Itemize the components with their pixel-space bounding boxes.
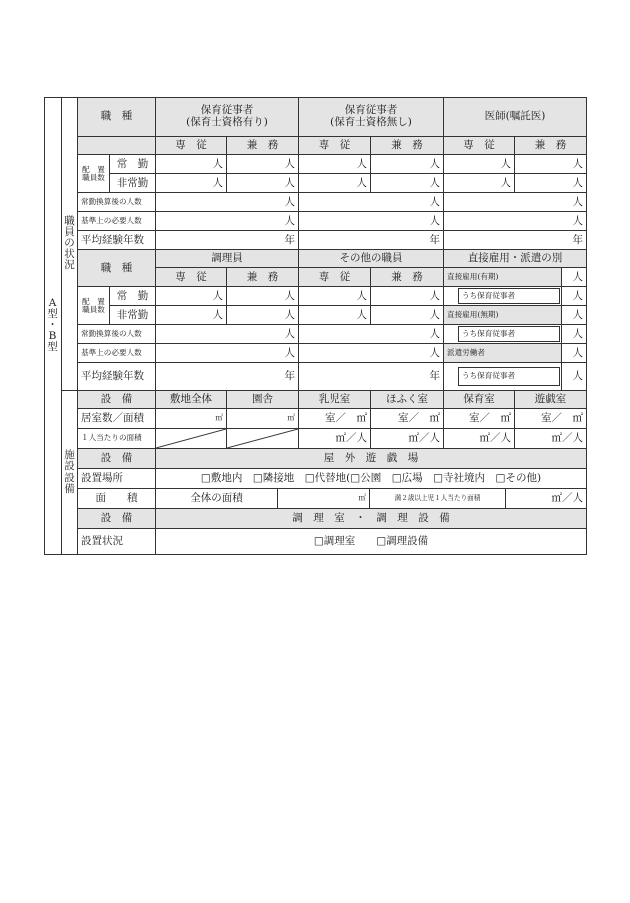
- jokin-label: 常 勤: [110, 287, 156, 306]
- col-infant-room: 乳児室: [299, 391, 371, 409]
- input-cell[interactable]: 室／ ㎡: [299, 409, 371, 429]
- input-cell[interactable]: 人: [156, 344, 299, 363]
- input-cell[interactable]: 人: [371, 306, 444, 325]
- senju-header: 専 従: [299, 268, 371, 287]
- haichi-label: 配 置 職員数: [78, 155, 110, 193]
- haichi-label: 配 置 職員数: [78, 287, 110, 325]
- input-cell[interactable]: ㎡／人: [515, 429, 587, 449]
- kijun-label: 基準上の必要人数: [78, 344, 156, 363]
- diagonal-cell: [227, 429, 299, 449]
- col-direct-dispatch: 直接雇用・派遣の別: [444, 250, 587, 268]
- col-crawl-room: ほふく室: [371, 391, 444, 409]
- dispatch-label: 派遣労働者: [444, 344, 562, 363]
- keiken-label: 平均経験年数: [78, 231, 156, 250]
- input-cell[interactable]: ㎡／人: [371, 429, 444, 449]
- input-cell[interactable]: 人: [444, 212, 587, 231]
- input-cell[interactable]: 人: [299, 344, 444, 363]
- direct-fixed-label: 直接雇用(有期): [444, 268, 562, 287]
- input-cell[interactable]: 室／ ㎡: [371, 409, 444, 429]
- input-cell[interactable]: ㎡／人: [444, 429, 515, 449]
- input-cell[interactable]: 人: [299, 306, 371, 325]
- input-cell[interactable]: 人: [156, 325, 299, 344]
- kitchen-header: 調 理 室 ・ 調 理 設 備: [156, 509, 587, 529]
- kenmu-header: 兼 務: [371, 137, 444, 155]
- input-cell[interactable]: 人: [156, 193, 299, 212]
- input-cell[interactable]: 人: [227, 306, 299, 325]
- input-cell[interactable]: 人: [562, 344, 587, 363]
- of-which-nursery-box: うち保育従事者: [444, 363, 562, 391]
- senju-header: 専 従: [444, 137, 515, 155]
- input-cell[interactable]: 人: [562, 268, 587, 287]
- keiken-label: 平均経験年数: [78, 363, 156, 391]
- input-cell[interactable]: 年: [299, 363, 444, 391]
- diagonal-cell: [156, 429, 227, 449]
- direct-open-label: 直接雇用(無期): [444, 306, 562, 325]
- input-cell[interactable]: 人: [515, 174, 587, 193]
- senju-header: 専 従: [156, 137, 227, 155]
- input-cell[interactable]: 人: [227, 155, 299, 174]
- input-cell[interactable]: 室／ ㎡: [444, 409, 515, 429]
- input-cell[interactable]: 人: [371, 155, 444, 174]
- col-hoiku-unqualified: 保育従事者 (保育士資格無し): [299, 97, 444, 137]
- kenmu-header: 兼 務: [515, 137, 587, 155]
- per-child-area-label: １人当たりの面積: [78, 429, 156, 449]
- kansan-label: 常勤換算後の人数: [78, 193, 156, 212]
- col-doctor: 医師(嘱託医): [444, 97, 587, 137]
- input-cell[interactable]: ㎡: [156, 409, 227, 429]
- type-label: A 型 ・ B 型: [44, 97, 62, 555]
- input-cell[interactable]: 室／ ㎡: [515, 409, 587, 429]
- input-cell[interactable]: 人: [371, 174, 444, 193]
- senju-header: 専 従: [299, 137, 371, 155]
- input-cell[interactable]: 年: [156, 231, 299, 250]
- input-cell[interactable]: 年: [156, 363, 299, 391]
- input-cell[interactable]: 人: [562, 325, 587, 344]
- setsubi-header: 設 備: [78, 509, 156, 529]
- kijun-label: 基準上の必要人数: [78, 212, 156, 231]
- input-cell[interactable]: ㎡／人: [299, 429, 371, 449]
- input-cell[interactable]: ㎡: [227, 409, 299, 429]
- input-cell[interactable]: 人: [299, 287, 371, 306]
- install-status-label: 設置状況: [78, 529, 156, 555]
- setsubi-header: 設 備: [78, 449, 156, 469]
- col-hoiku-qualified: 保育従事者 (保育士資格有り): [156, 97, 299, 137]
- kenmu-header: 兼 務: [227, 268, 299, 287]
- col-nursery-room: 保育室: [444, 391, 515, 409]
- of-which-nursery-box: うち保育従事者: [444, 325, 562, 344]
- shokushu-header: 職 種: [78, 97, 156, 137]
- input-cell[interactable]: 人: [156, 174, 227, 193]
- staff-section-label: 職 員 の 状 況: [62, 97, 78, 391]
- blank-header: [78, 137, 156, 155]
- input-cell[interactable]: 人: [156, 287, 227, 306]
- hijokin-label: 非常勤: [110, 306, 156, 325]
- jokin-label: 常 勤: [110, 155, 156, 174]
- input-cell[interactable]: 人: [444, 155, 515, 174]
- total-area-label: 全体の面積: [156, 489, 278, 509]
- col-play-room: 遊戯室: [515, 391, 587, 409]
- kitchen-checkboxes[interactable]: □調理室 □調理設備: [156, 529, 587, 555]
- input-cell[interactable]: 年: [299, 231, 444, 250]
- kenmu-header: 兼 務: [371, 268, 444, 287]
- input-cell[interactable]: 人: [156, 155, 227, 174]
- input-cell[interactable]: 人: [562, 363, 587, 391]
- kansan-label: 常勤換算後の人数: [78, 325, 156, 344]
- input-cell[interactable]: 人: [299, 212, 444, 231]
- input-cell[interactable]: ㎡／人: [506, 489, 587, 509]
- col-site: 敷地全体: [156, 391, 227, 409]
- input-cell[interactable]: 人: [299, 193, 444, 212]
- input-cell[interactable]: 人: [515, 155, 587, 174]
- input-cell[interactable]: 人: [156, 212, 299, 231]
- col-other-staff: その他の職員: [299, 250, 444, 268]
- location-checkboxes[interactable]: □敷地内 □隣接地 □代替地(□公園 □広場 □寺社境内 □その他): [156, 469, 587, 489]
- input-cell[interactable]: 人: [562, 306, 587, 325]
- input-cell[interactable]: 人: [299, 174, 371, 193]
- input-cell[interactable]: 人: [444, 193, 587, 212]
- col-cook: 調理員: [156, 250, 299, 268]
- form-table: [44, 97, 587, 555]
- input-cell[interactable]: 年: [444, 231, 587, 250]
- facility-section-label: 施 設 設 備: [62, 391, 78, 555]
- input-cell[interactable]: 人: [444, 174, 515, 193]
- hijokin-label: 非常勤: [110, 174, 156, 193]
- input-cell[interactable]: ㎡: [278, 489, 370, 509]
- shokushu-header-2: 職 種: [78, 250, 156, 287]
- per-child-2plus-label: 満２歳以上児１人当たり面積: [370, 489, 506, 509]
- input-cell[interactable]: 人: [227, 287, 299, 306]
- outdoor-play-header: 屋 外 遊 戯 場: [156, 449, 587, 469]
- of-which-nursery-box: うち保育従事者: [444, 287, 562, 306]
- input-cell[interactable]: 人: [299, 155, 371, 174]
- area-label: 面 積: [78, 489, 156, 509]
- room-area-label: 居室数／面積: [78, 409, 156, 429]
- kenmu-header: 兼 務: [227, 137, 299, 155]
- input-cell[interactable]: 人: [371, 287, 444, 306]
- location-label: 設置場所: [78, 469, 156, 489]
- senju-header: 専 従: [156, 268, 227, 287]
- input-cell[interactable]: 人: [562, 287, 587, 306]
- input-cell[interactable]: 人: [156, 306, 227, 325]
- setsubi-header: 設 備: [78, 391, 156, 409]
- input-cell[interactable]: 人: [299, 325, 444, 344]
- input-cell[interactable]: 人: [227, 174, 299, 193]
- col-building: 園舎: [227, 391, 299, 409]
